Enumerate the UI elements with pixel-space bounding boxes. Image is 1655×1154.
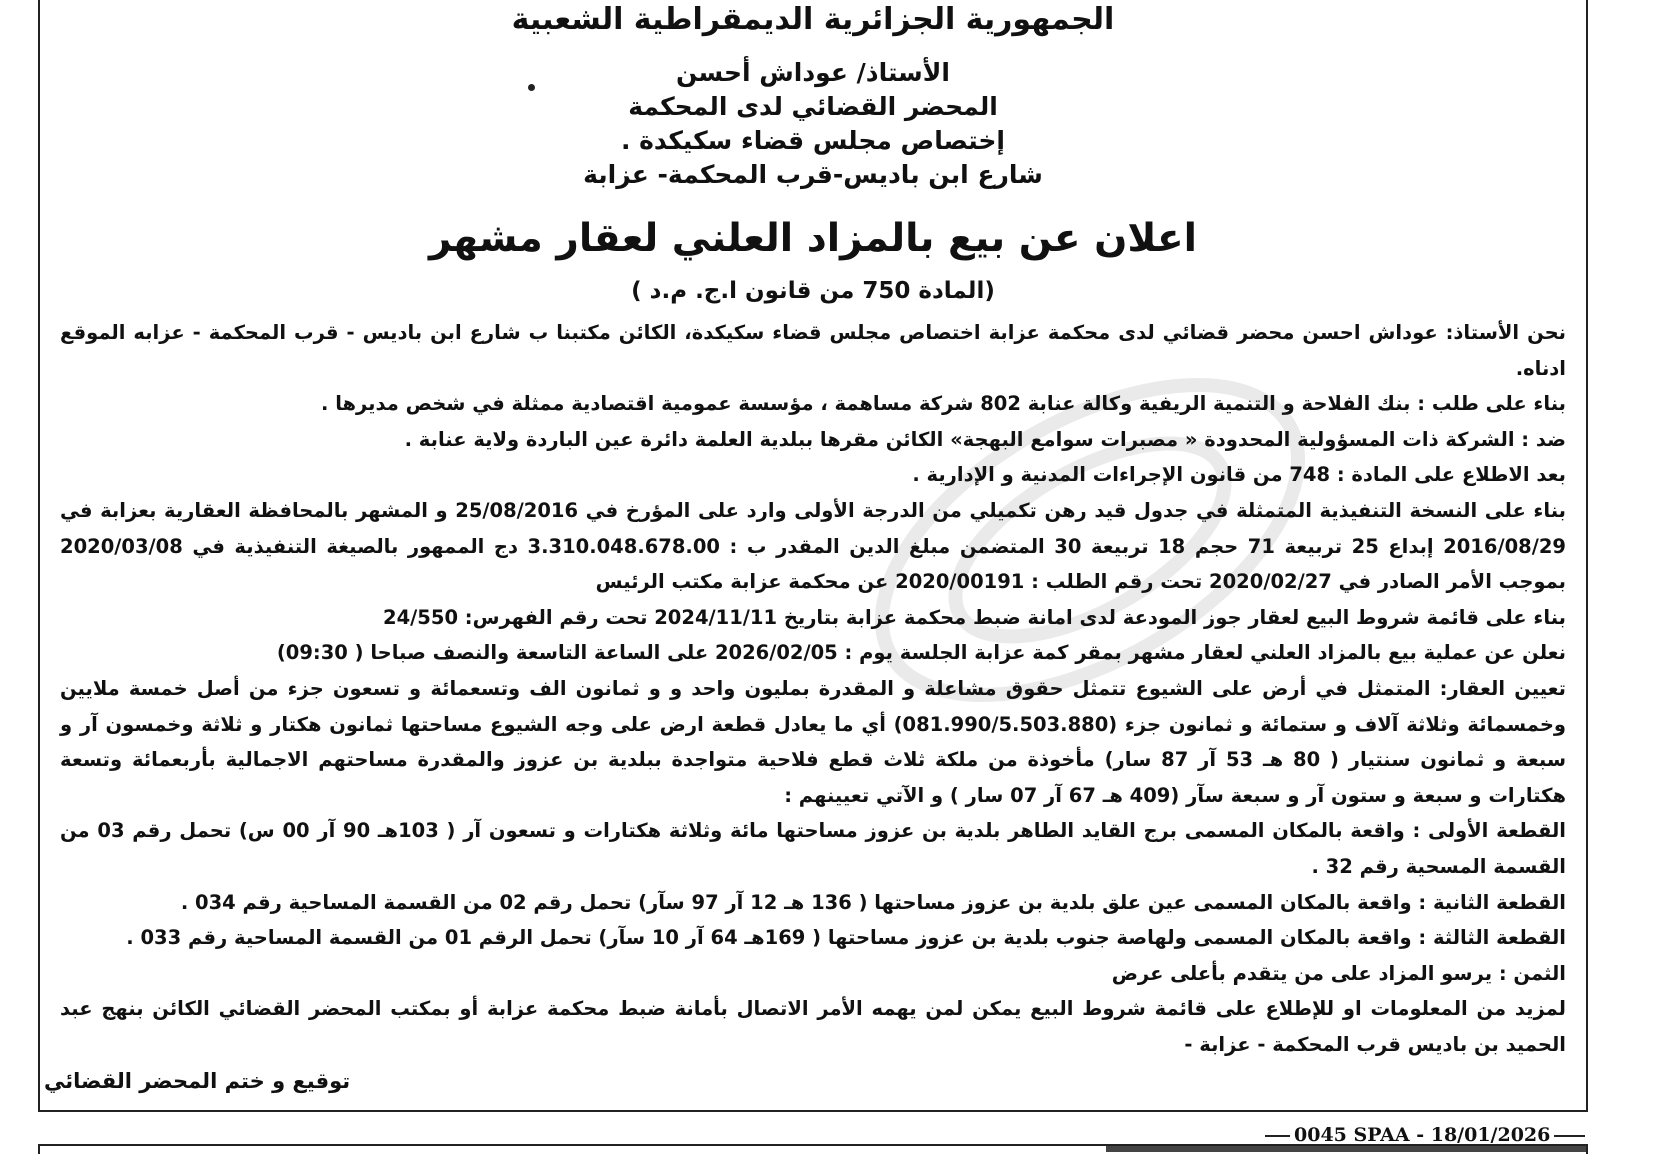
announcement-paragraph: نعلن عن عملية بيع بالمزاد العلني لعقار مشهر بمقر كمة عزابة الجلسة يوم : 2026/02/05 على الساعة التاسعة والنصف صباحا ( 09:30) <box>276 641 1566 665</box>
request-paragraph: بناء على طلب : بنك الفلاحة و التنمية الريفية وكالة عنابة 802 شركة مساهمة ، مؤسسة عمومية اقتصادية ممثلة في شخص مديرها . <box>321 392 1566 416</box>
price-paragraph: الثمن : يرسو المزاد على من يتقدم بأعلى عرض <box>1111 961 1566 985</box>
notice-body <box>60 315 1566 1062</box>
parcel-2-paragraph: القطعة الثانية : واقعة بالمكان المسمى عين علق بلدية بن عزوز مساحتها ( 136 هـ 12 آر 97 سآر) تحمل رقم 02 من القسمة المساحية رقم 034 . <box>180 890 1566 914</box>
parcel-1-paragraph: القطعة الأولى : واقعة بالمكان المسمى برج القايد الطاهر بلدية بن عزوز مساحتها مائة وثلاثة هكتارات و تسعون آر ( 103هـ 90 آر 00 س) تحمل رقم 03 من القسمة المسحية رقم 32 . <box>60 819 1566 878</box>
against-paragraph: ضد : الشركة ذات المسؤولية المحدودة « مصبرات سوامع البهجة» الكائن مقرها ببلدية العلمة دائرة عين الباردة ولاية عنابة . <box>404 427 1566 451</box>
notice-title: اعلان عن بيع بالمزاد العلني لعقار مشهر <box>428 216 1198 261</box>
jurisdiction-line: إختصاص مجلس قضاء سكيكدة . <box>620 126 1006 155</box>
republic-heading: الجمهورية الجزائرية الديمقراطية الشعبية <box>511 2 1115 37</box>
info-paragraph: لمزيد من المعلومات او للإطلاع على قائمة شروط البيع يمكن لمن يهمه الأمر الاتصال بأمانة ضبط محكمة عزابة أو بمكتب المحضر القضائي الكائن بنهج عبد الحميد بن باديس قرب المحكمة - عزابة - <box>60 997 1566 1056</box>
signature-line: توقيع و ختم المحضر القضائي <box>44 1069 351 1093</box>
address-line: شارع ابن باديس-قرب المحكمة- عزابة <box>583 160 1043 189</box>
bailiff-name: الأستاذ/ عوداش أحسن <box>676 58 950 87</box>
conditions-paragraph: بناء على قائمة شروط البيع لعقار جوز المودعة لدى امانة ضبط محكمة عزابة بتاريخ 2024/11/11 تحت رقم الفهرس: 24/550 <box>383 605 1566 629</box>
footer-reference: 0045 SPAA - 18/01/2026 <box>1290 1122 1554 1148</box>
legal-basis-paragraph: بعد الاطلاع على المادة : 748 من قانون الإجراءات المدنية و الإدارية . <box>912 463 1566 487</box>
property-paragraph: تعيين العقار: المتمثل في أرض على الشيوع تتمثل حقوق مشاعلة و المقدرة بمليون واحد و و ثمانون الف وتسعمائة و تسعون جزء من أصل خمسة ملايين وخمسمائة وثلاثة آلاف و ستمائة و ثمانون جزء (081.990/5.503.880) أي ما يعادل قطعة ارض على وجه الشيوع مساحتها ثمانون هكتار و ثلاثة وخمسون آر و سبعة و ثمانون سنتيار ( 80 هـ 53 آر 87 سار) مأخوذة من ملكة ثلاث قطع فلاحية متواجدة ببلدية بن عزوز والمقدرة مساحتهم الاجمالية بأربعمائة وتسعة هكتارات و سبعة و ستون آر و سبعة سآر (409 هـ 67 آر 07 سار ) و الآتي تعيينهم : <box>60 676 1567 807</box>
article-reference: (المادة 750 من قانون ا.ج. م.د ) <box>631 278 995 304</box>
parcel-3-paragraph: القطعة الثالثة : واقعة بالمكان المسمى ولهاصة جنوب بلدية بن عزوز مساحتها ( 169هـ 64 آر 10 سآر) تحمل الرقم 01 من القسمة المساحية رقم 033 . <box>126 926 1566 950</box>
notice-frame <box>38 0 1588 1112</box>
next-notice-header-bar <box>1106 1146 1586 1152</box>
dot-mark <box>528 84 535 91</box>
enforcement-paragraph: بناء على النسخة التنفيذية المتمثلة في جدول قيد رهن تكميلي من الدرجة الأولى وارد على المؤرخ في 25/08/2016 و المشهر بالمحافظة العقارية بعزابة في 2016/08/29 إبداع 25 تربيعة 71 حجم 18 تربيعة 30 المتضمن مبلغ الدين المقدر ب : 3.310.048.678.00 دج الممهور بالصيغة التنفيذية في 2020/03/08 بموجب الأمر الصادر في 2020/02/27 تحت رقم الطلب : 2020/00191 عن محكمة عزابة مكتب الرئيس <box>60 498 1566 594</box>
bailiff-role: المحضر القضائي لدى المحكمة <box>628 92 998 121</box>
intro-paragraph: نحن الأستاذ: عوداش احسن محضر قضائي لدى محكمة عزابة اختصاص مجلس قضاء سكيكدة، الكائن مكتبنا ب شارع ابن باديس - قرب المحكمة - عزابه الموقع ادناه. <box>60 321 1566 380</box>
